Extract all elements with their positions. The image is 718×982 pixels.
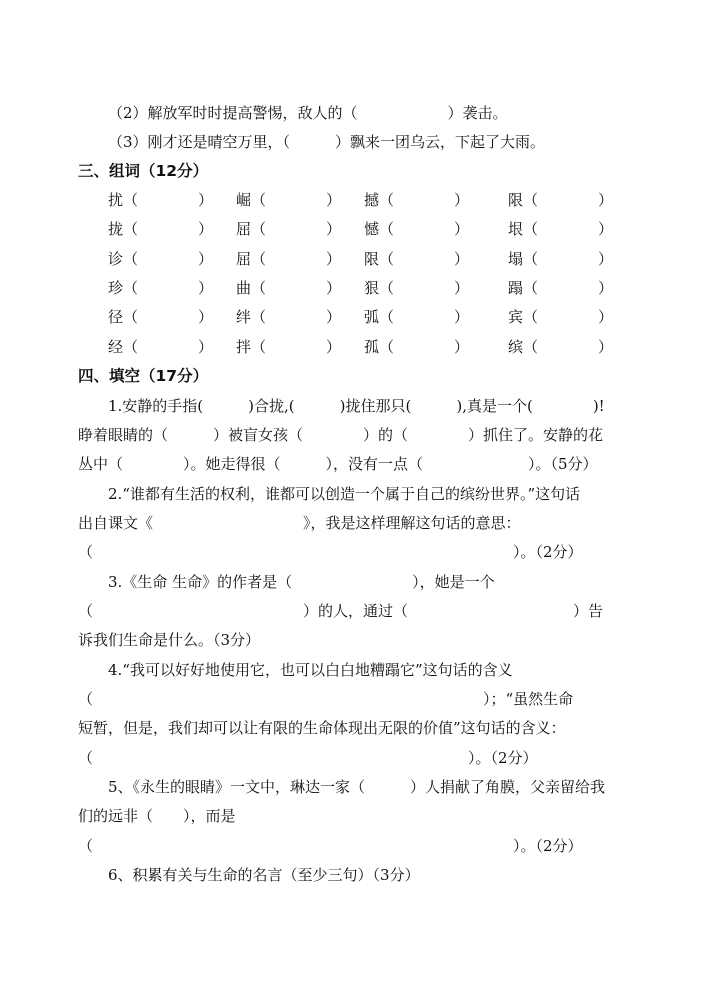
fill-line: 诉我们生命是什么。（3分） xyxy=(78,631,261,649)
fill-line: 5、《永生的眼睛》一文中，琳达一家（ ）人捐献了角膜，父亲留给我 xyxy=(108,778,606,796)
fill-line: 短暂，但是，我们却可以让有限的生命体现出无限的价值”这句话的含义： xyxy=(78,719,566,737)
item-2-text: （2）解放军时时提高警惕，敌人的（ ）袭击。 xyxy=(108,104,508,122)
word-cell: 弧（ ） xyxy=(364,308,470,326)
word-cell: 径（ ） xyxy=(108,308,214,326)
item-3-text: （3）刚才还是晴空万里，（ ）飘来一团乌云，下起了大雨。 xyxy=(108,133,546,151)
word-cell: 憾（ ） xyxy=(364,220,470,238)
fill-line: 睁着眼睛的（ ）被盲女孩（ ）的（ ）抓住了。安静的花 xyxy=(78,426,604,444)
fill-line: （ ）。（2分） xyxy=(78,543,583,561)
fill-line: 4.“我可以好好地使用它，也可以白白地糟蹋它”这句话的含义 xyxy=(108,661,513,679)
fill-line: 们的远非（ ），而是 xyxy=(78,807,236,825)
fill-line: （ ）的人，通过（ ）告 xyxy=(78,602,604,620)
word-cell: 诊（ ） xyxy=(108,250,214,268)
section-3-heading: 三、组词（12分） xyxy=(78,162,209,180)
word-cell: 撼（ ） xyxy=(364,191,470,209)
fill-line: 6、积累有关与生命的名言（至少三句）（3分） xyxy=(108,866,420,884)
word-cell: 屈（ ） xyxy=(236,220,342,238)
word-cell: 绊（ ） xyxy=(236,308,342,326)
word-cell: 狠（ ） xyxy=(364,279,470,297)
word-cell: 蹋（ ） xyxy=(508,279,614,297)
word-cell: 曲（ ） xyxy=(236,279,342,297)
word-cell: 屈（ ） xyxy=(236,250,342,268)
word-cell: 塌（ ） xyxy=(508,250,614,268)
fill-line: （ ）。（2分） xyxy=(78,837,583,855)
word-cell: 拢（ ） xyxy=(108,220,214,238)
fill-line: 3.《生命 生命》的作者是（ ），她是一个 xyxy=(108,573,495,591)
word-cell: 拌（ ） xyxy=(236,338,342,356)
fill-line: 丛中（ ）。她走得很（ ），没有一点（ ）。（5分） xyxy=(78,455,598,473)
fill-line: 2.“谁都有生活的权利，谁都可以创造一个属于自己的缤纷世界。”这句话 xyxy=(108,485,581,503)
section-4-heading: 四、填空（17分） xyxy=(78,367,209,385)
word-cell: 珍（ ） xyxy=(108,279,214,297)
word-cell: 孤（ ） xyxy=(364,338,470,356)
word-cell: 限（ ） xyxy=(364,250,470,268)
word-cell: 限（ ） xyxy=(508,191,614,209)
fill-line: （ ）；“虽然生命 xyxy=(78,690,574,708)
fill-line: （ ）。（2分） xyxy=(78,749,538,767)
word-cell: 扰（ ） xyxy=(108,191,214,209)
word-cell: 缤（ ） xyxy=(508,338,614,356)
fill-line: 出自课文《 》，我是这样理解这句话的意思： xyxy=(78,514,521,532)
fill-line: 1.安静的手指( )合拢,( )拢住那只( ),真是一个( )! xyxy=(108,397,605,415)
word-cell: 垠（ ） xyxy=(508,220,614,238)
word-cell: 经（ ） xyxy=(108,338,214,356)
word-cell: 宾（ ） xyxy=(508,308,614,326)
word-cell: 崛（ ） xyxy=(236,191,342,209)
